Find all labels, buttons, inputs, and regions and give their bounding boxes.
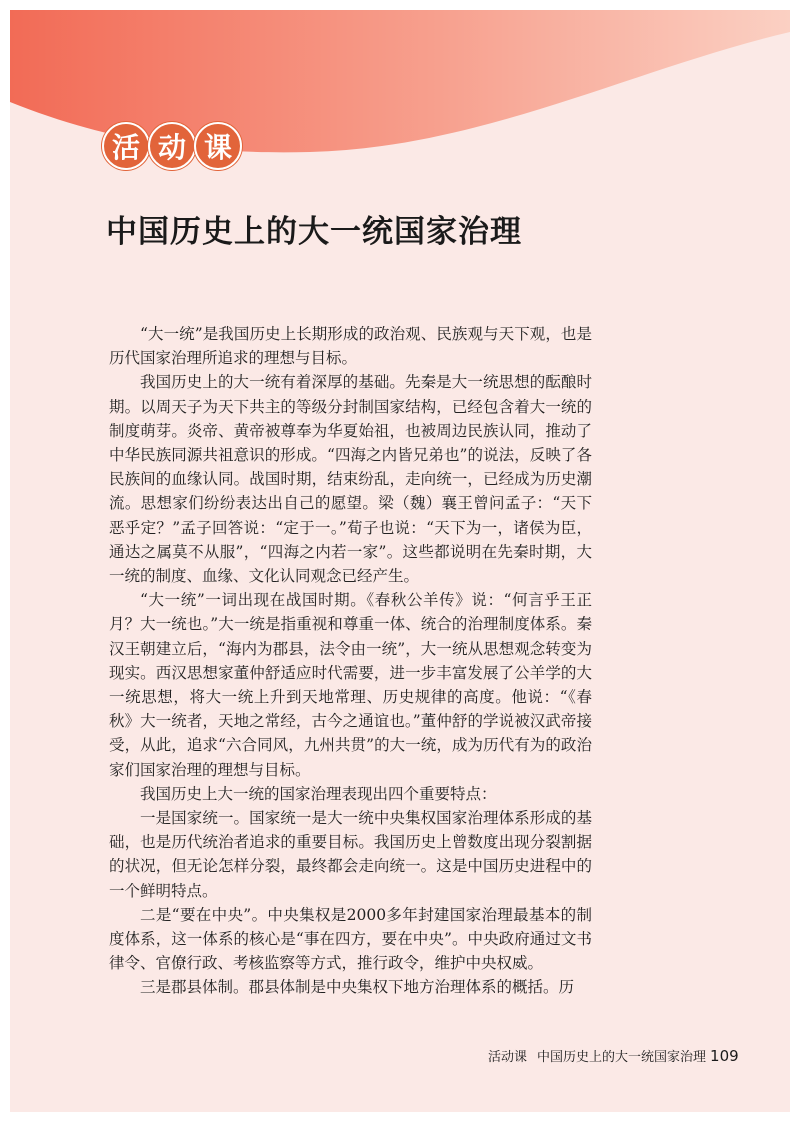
badge-char: 动 [148,122,196,170]
paragraph: 我国历史上大一统的国家治理表现出四个重要特点： [140,784,497,803]
paragraph: 三是郡县体制。郡县体制是中央集权下地方治理体系的概括。历 [140,978,575,997]
footer-section: 活动课 [488,1050,528,1065]
footer-title: 中国历史上的大一统国家治理 [537,1050,707,1065]
page-number: 109 [710,1047,739,1065]
page-title: 中国历史上的大一统国家治理 [106,214,522,250]
body-text [109,322,592,1000]
paragraph: 我国历史上的大一统有着深厚的基础。先秦是大一统思想的酝酿时期。以周天子为天下共主的等级分封制国家结构，已经包含着大一统的制度萌芽。炎帝、黄帝被尊奉为华夏始祖，也被周边民族认同，推动了中华民族同源共祖意识的形成。“四海之内皆兄弟也”的说法，反映了各民族间的血缘认同。战国时期，结束纷乱，走向统一，已经成为历史潮流。思想家们纷纷表达出自己的愿望。梁（魏）襄王曾问孟子：“天下恶乎定？”孟子回答说：“定于一。”荀子也说：“天下为一，诸侯为臣，通达之属莫不从服”，“四海之内若一家”。这些都说明在先秦时期，大一统的制度、血缘、文化认同观念已经产生。 [109,373,592,586]
paragraph: “大一统”是我国历史上长期形成的政治观、民族观与天下观，也是历代国家治理所追求的理想与目标。 [109,325,592,368]
paragraph: 二是“要在中央”。中央集权是2000多年封建国家治理最基本的制度体系，这一体系的核心是“事在四方，要在中央”。中央政府通过文书律令、官僚行政、考核监察等方式，推行政令，维护中央权威。 [109,905,592,973]
badge-char: 活 [102,122,150,170]
section-badge [102,122,240,170]
badge-char: 课 [194,122,242,170]
paragraph: “大一统”一词出现在战国时期。《春秋公羊传》说：“何言乎王正月？大一统也。”大一统是指重视和尊重一体、统合的治理制度体系。秦汉王朝建立后，“海内为郡县，法令由一统”，大一统从思想观念转变为现实。西汉思想家董仲舒适应时代需要，进一步丰富发展了公羊学的大一统思想，将大一统上升到天地常理、历史规律的高度。他说：“《春秋》大一统者，天地之常经，古今之通谊也。”董仲舒的学说被汉武帝接受，从此，追求“六合同风，九州共贯”的大一统，成为历代有为的政治家们国家治理的理想与目标。 [109,591,592,779]
paragraph: 一是国家统一。国家统一是大一统中央集权国家治理体系形成的基础，也是历代统治者追求的重要目标。我国历史上曾数度出现分裂割据的状况，但无论怎样分裂，最终都会走向统一。这是中国历史进程中的一个鲜明特点。 [109,809,592,900]
page-background [10,10,790,1112]
page-footer [488,1046,739,1065]
